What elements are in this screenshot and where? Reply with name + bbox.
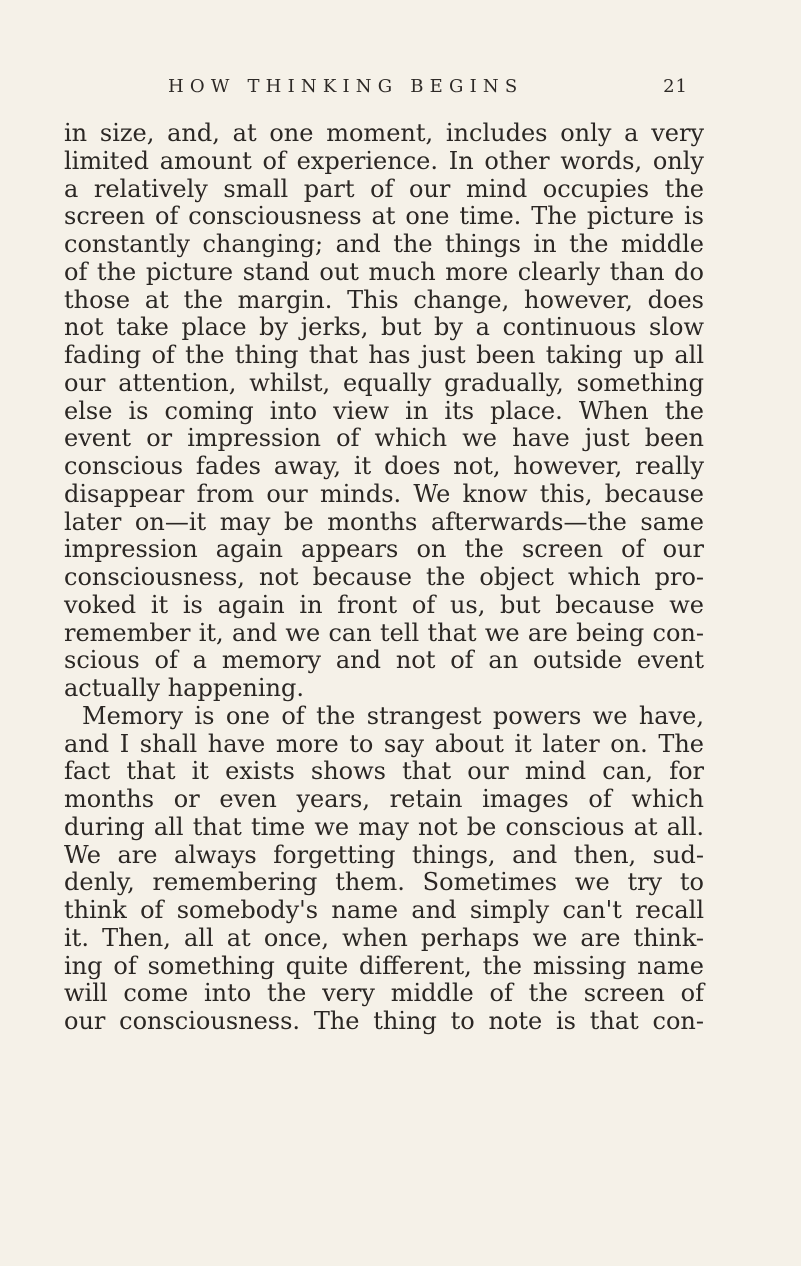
- text-line: months or even years, retain images of which: [64, 785, 704, 813]
- text-line: voked it is again in front of us, but because we: [64, 590, 704, 619]
- text-line: not take place by jerks, but by a continuous slow: [64, 313, 704, 342]
- text-line: our consciousness. The thing to note is that con-: [64, 1007, 704, 1035]
- text-line: fading of the thing that has just been taking up all: [64, 341, 704, 369]
- text-line-paragraph-end: actually happening.: [64, 674, 304, 702]
- running-head: [168, 76, 688, 106]
- text-line: ing of something quite different, the missing name: [64, 951, 704, 980]
- text-line: will come into the very middle of the screen of: [64, 979, 704, 1008]
- text-line: and I shall have more to say about it later on. The: [64, 729, 704, 758]
- text-line: our attention, whilst, equally gradually, something: [64, 368, 704, 397]
- text-line: else is coming into view in its place. When the: [64, 396, 704, 425]
- text-line: denly, remembering them. Sometimes we try to: [64, 868, 704, 897]
- page-number: 21: [663, 76, 688, 97]
- body-text: [64, 120, 704, 1036]
- text-line: impression again appears on the screen of our: [64, 535, 704, 564]
- text-line: fact that it exists shows that our mind can, for: [64, 757, 704, 786]
- text-line: it. Then, all at once, when perhaps we are think-: [64, 923, 704, 952]
- text-line: constantly changing; and the things in the middle: [64, 230, 704, 258]
- text-line: limited amount of experience. In other words, only: [64, 146, 704, 175]
- text-line: a relatively small part of our mind occupies the: [64, 174, 704, 203]
- text-line: think of somebody's name and simply can't recall: [64, 896, 704, 924]
- text-line: remember it, and we can tell that we are being con-: [64, 618, 704, 647]
- text-line: scious of a memory and not of an outside event: [64, 646, 704, 675]
- text-line: conscious fades away, it does not, however, really: [64, 452, 704, 480]
- text-line: of the picture stand out much more clearly than do: [64, 257, 704, 286]
- text-line: those at the margin. This change, however, does: [64, 285, 704, 314]
- text-line: in size, and, at one moment, includes only a very: [64, 119, 704, 147]
- text-line: event or impression of which we have just been: [64, 424, 704, 453]
- text-line: consciousness, not because the object which pro-: [64, 563, 704, 591]
- text-line: We are always forgetting things, and then, sud-: [64, 840, 704, 869]
- text-line: later on—it may be months afterwards—the same: [64, 507, 704, 536]
- text-line: screen of consciousness at one time. The picture is: [64, 202, 704, 231]
- text-line: during all that time we may not be conscious at all.: [64, 812, 704, 841]
- text-line: disappear from our minds. We know this, because: [64, 479, 704, 508]
- running-title: HOW THINKING BEGINS: [168, 76, 524, 97]
- text-line-paragraph-start: Memory is one of the strangest powers we have,: [82, 701, 704, 730]
